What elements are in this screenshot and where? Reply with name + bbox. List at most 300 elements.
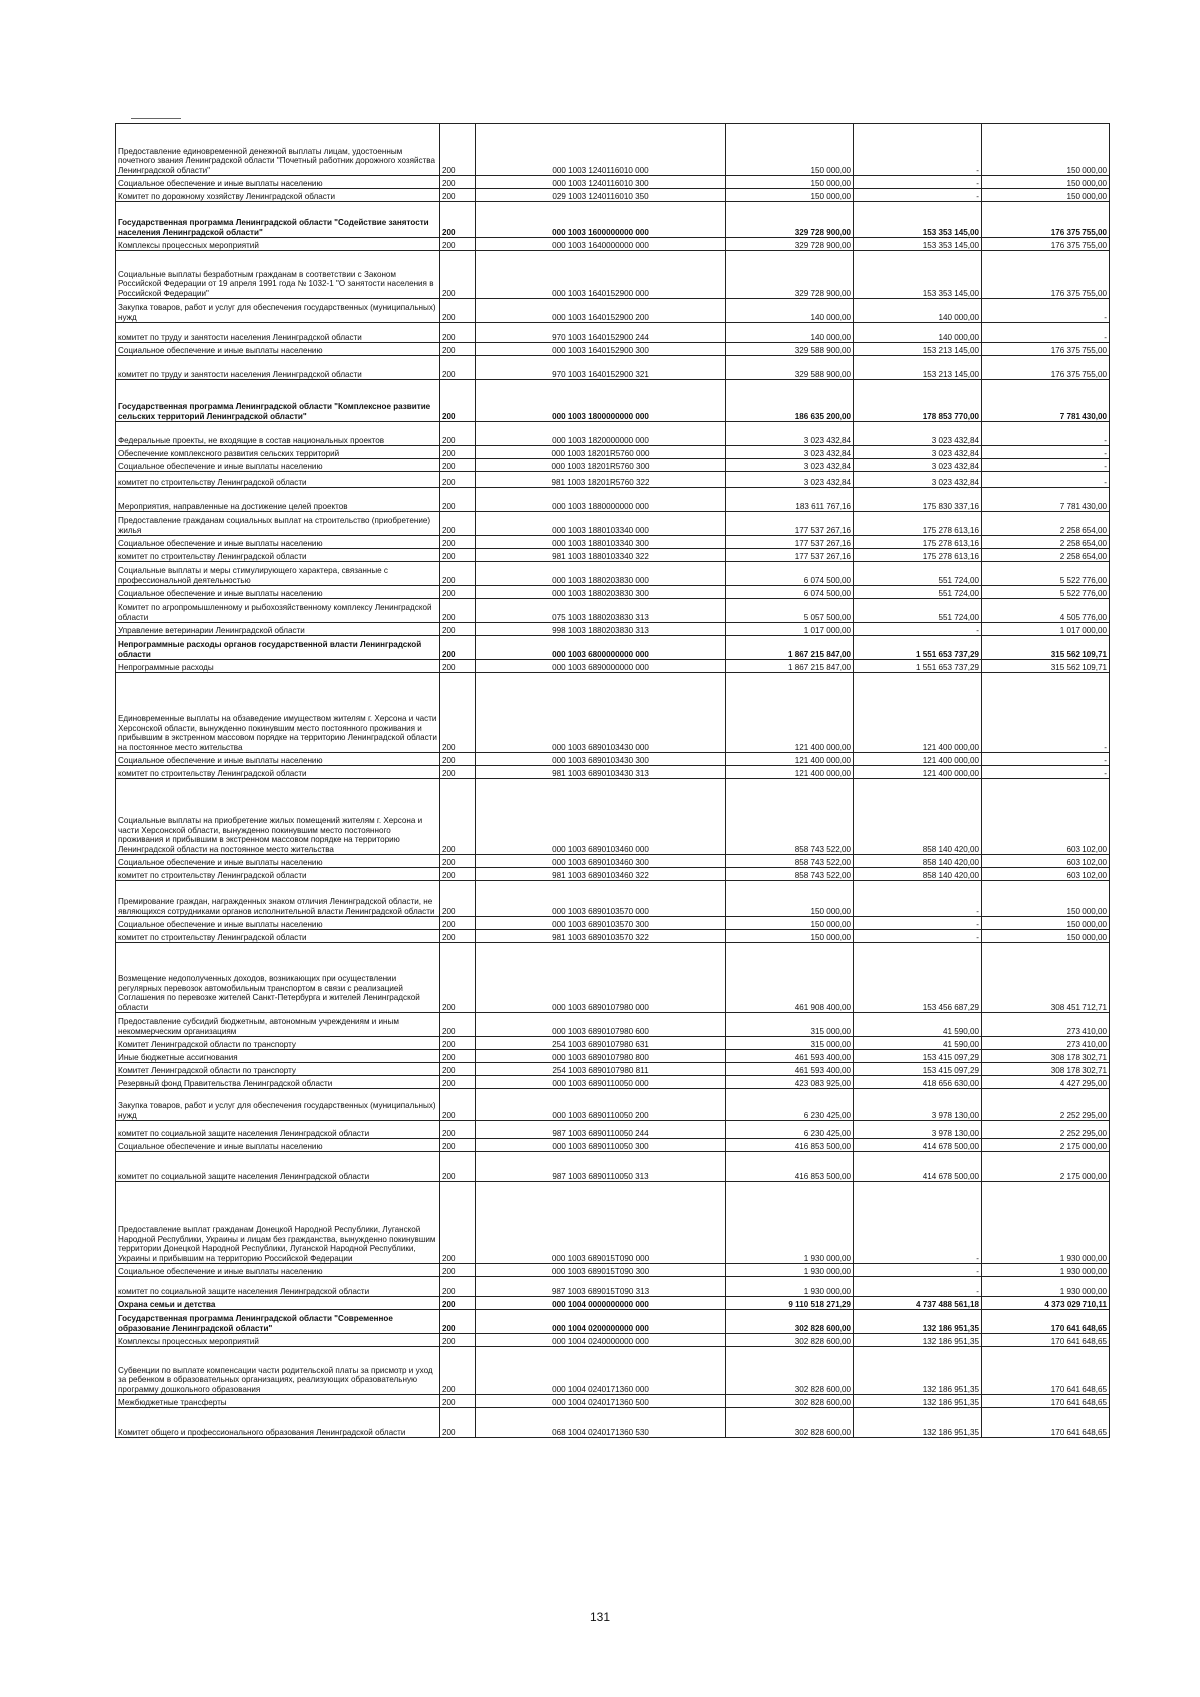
table-row	[116, 753, 1110, 766]
row-column-code: 200	[440, 1037, 476, 1050]
row-budget-code: 000 1003 1820000000 000	[476, 422, 726, 446]
table-row	[116, 1050, 1110, 1063]
row-amount-unexecuted: 308 451 712,71	[982, 943, 1110, 1013]
row-budget-code: 254 1003 6890107980 631	[476, 1037, 726, 1050]
row-name: комитет по труду и занятости населения Ленинградской области	[116, 323, 440, 343]
row-column-code: 200	[440, 930, 476, 943]
row-amount-executed: 132 186 951,35	[854, 1347, 982, 1395]
row-name: Управление ветеринарии Ленинградской области	[116, 623, 440, 636]
row-amount-approved: 315 000,00	[726, 1013, 854, 1037]
row-column-code: 200	[440, 1152, 476, 1182]
table-row	[116, 673, 1110, 753]
row-column-code: 200	[440, 1076, 476, 1089]
row-amount-unexecuted: 5 522 776,00	[982, 586, 1110, 599]
row-name: Государственная программа Ленинградской области "Содействие занятости населения Ленинградской области"	[116, 202, 440, 238]
row-amount-unexecuted: 315 562 109,71	[982, 636, 1110, 660]
row-name: комитет по строительству Ленинградской области	[116, 766, 440, 779]
row-budget-code: 000 1003 689015Т090 000	[476, 1182, 726, 1264]
row-amount-unexecuted: 273 410,00	[982, 1037, 1110, 1050]
row-amount-approved: 1 867 215 847,00	[726, 636, 854, 660]
table-row	[116, 1182, 1110, 1264]
row-amount-executed: 3 978 130,00	[854, 1089, 982, 1121]
row-amount-executed: 140 000,00	[854, 323, 982, 343]
table-row	[116, 1089, 1110, 1121]
row-amount-executed: 132 186 951,35	[854, 1310, 982, 1334]
row-amount-approved: 3 023 432,84	[726, 422, 854, 446]
row-amount-unexecuted: 4 427 295,00	[982, 1076, 1110, 1089]
row-budget-code: 000 1003 1640152900 300	[476, 343, 726, 356]
row-name: Социальное обеспечение и иные выплаты населению	[116, 459, 440, 472]
row-amount-unexecuted: 603 102,00	[982, 779, 1110, 855]
row-name: комитет по строительству Ленинградской области	[116, 472, 440, 488]
row-column-code: 200	[440, 943, 476, 1013]
row-column-code: 200	[440, 660, 476, 673]
row-name: Премирование граждан, награжденных знаком отличия Ленинградской области, не являющихся сотрудниками органов исполнительной власти Ленинградской области	[116, 881, 440, 917]
row-amount-approved: 140 000,00	[726, 323, 854, 343]
row-budget-code: 000 1003 6890107980 600	[476, 1013, 726, 1037]
row-column-code: 200	[440, 753, 476, 766]
row-amount-approved: 329 728 900,00	[726, 238, 854, 251]
row-column-code: 200	[440, 251, 476, 299]
row-amount-executed: 153 456 687,29	[854, 943, 982, 1013]
row-amount-unexecuted: 150 000,00	[982, 189, 1110, 202]
row-name: Предоставление субсидий бюджетным, автономным учреждениям и иным некоммерческим организациям	[116, 1013, 440, 1037]
row-amount-approved: 3 023 432,84	[726, 446, 854, 459]
row-budget-code: 981 1003 18201R5760 322	[476, 472, 726, 488]
row-name: Социальное обеспечение и иные выплаты населению	[116, 855, 440, 868]
row-column-code: 200	[440, 1264, 476, 1277]
row-name: Социальное обеспечение и иные выплаты населению	[116, 176, 440, 189]
row-budget-code: 000 1003 6890110050 300	[476, 1139, 726, 1152]
row-amount-unexecuted: 170 641 648,65	[982, 1395, 1110, 1408]
row-amount-unexecuted: -	[982, 446, 1110, 459]
row-amount-unexecuted: 170 641 648,65	[982, 1334, 1110, 1347]
row-name: комитет по строительству Ленинградской области	[116, 549, 440, 562]
row-column-code: 200	[440, 766, 476, 779]
row-name: Закупка товаров, работ и услуг для обеспечения государственных (муниципальных) нужд	[116, 1089, 440, 1121]
row-name: комитет по социальной защите населения Ленинградской области	[116, 1121, 440, 1139]
row-name: Закупка товаров, работ и услуг для обеспечения государственных (муниципальных) нужд	[116, 299, 440, 323]
row-amount-approved: 6 074 500,00	[726, 562, 854, 586]
row-amount-executed: 1 551 653 737,29	[854, 660, 982, 673]
row-budget-code: 000 1003 6890107980 000	[476, 943, 726, 1013]
row-amount-executed: -	[854, 881, 982, 917]
row-column-code: 200	[440, 323, 476, 343]
row-budget-code: 000 1004 0000000000 000	[476, 1297, 726, 1310]
row-name: Социальное обеспечение и иные выплаты населению	[116, 753, 440, 766]
row-budget-code: 970 1003 1640152900 321	[476, 356, 726, 380]
row-column-code: 200	[440, 356, 476, 380]
row-amount-approved: 6 074 500,00	[726, 586, 854, 599]
row-amount-unexecuted: 603 102,00	[982, 855, 1110, 868]
table-row	[116, 1297, 1110, 1310]
row-amount-approved: 329 588 900,00	[726, 343, 854, 356]
row-amount-unexecuted: 4 505 776,00	[982, 599, 1110, 623]
row-amount-executed: 4 737 488 561,18	[854, 1297, 982, 1310]
table-row	[116, 1277, 1110, 1297]
row-budget-code: 000 1003 1880203830 300	[476, 586, 726, 599]
row-amount-executed: 418 656 630,00	[854, 1076, 982, 1089]
row-amount-unexecuted: 315 562 109,71	[982, 660, 1110, 673]
row-amount-unexecuted: 170 641 648,65	[982, 1347, 1110, 1395]
row-column-code: 200	[440, 1310, 476, 1334]
row-amount-approved: 140 000,00	[726, 299, 854, 323]
row-amount-executed: -	[854, 124, 982, 176]
row-amount-unexecuted: 5 522 776,00	[982, 562, 1110, 586]
row-column-code: 200	[440, 299, 476, 323]
row-amount-unexecuted: 1 930 000,00	[982, 1277, 1110, 1297]
row-amount-executed: 41 590,00	[854, 1013, 982, 1037]
row-amount-unexecuted: 2 258 654,00	[982, 549, 1110, 562]
row-amount-unexecuted: 150 000,00	[982, 930, 1110, 943]
row-amount-approved: 5 057 500,00	[726, 599, 854, 623]
row-name: Непрограммные расходы	[116, 660, 440, 673]
row-budget-code: 987 1003 689015Т090 313	[476, 1277, 726, 1297]
row-column-code: 200	[440, 549, 476, 562]
row-amount-executed: 153 415 097,29	[854, 1050, 982, 1063]
row-amount-approved: 177 537 267,16	[726, 549, 854, 562]
row-amount-unexecuted: 176 375 755,00	[982, 343, 1110, 356]
table-row	[116, 766, 1110, 779]
row-amount-executed: 3 023 432,84	[854, 459, 982, 472]
row-name: Субвенции по выплате компенсации части родительской платы за присмотр и уход за ребенком в образовательных организациях, реализующих образовательную программу дошкольного образования	[116, 1347, 440, 1395]
row-name: комитет по социальной защите населения Ленинградской области	[116, 1277, 440, 1297]
row-amount-approved: 461 593 400,00	[726, 1050, 854, 1063]
table-row	[116, 422, 1110, 446]
row-amount-executed: 121 400 000,00	[854, 673, 982, 753]
table-row	[116, 251, 1110, 299]
row-amount-approved: 150 000,00	[726, 930, 854, 943]
table-row	[116, 189, 1110, 202]
row-name: Межбюджетные трансферты	[116, 1395, 440, 1408]
row-budget-code: 000 1003 1240116010 000	[476, 124, 726, 176]
row-amount-unexecuted: 150 000,00	[982, 917, 1110, 930]
row-budget-code: 000 1003 1640000000 000	[476, 238, 726, 251]
row-amount-approved: 329 588 900,00	[726, 356, 854, 380]
row-column-code: 200	[440, 1277, 476, 1297]
row-budget-code: 000 1003 6890110050 200	[476, 1089, 726, 1121]
row-amount-executed: 140 000,00	[854, 299, 982, 323]
row-amount-unexecuted: -	[982, 323, 1110, 343]
row-column-code: 200	[440, 1297, 476, 1310]
row-column-code: 200	[440, 176, 476, 189]
table-row	[116, 917, 1110, 930]
row-amount-unexecuted: -	[982, 422, 1110, 446]
table-row	[116, 1408, 1110, 1438]
table-row	[116, 636, 1110, 660]
table-row	[116, 1037, 1110, 1050]
table-row	[116, 868, 1110, 881]
row-budget-code: 000 1003 6890103570 000	[476, 881, 726, 917]
table-row	[116, 881, 1110, 917]
row-budget-code: 981 1003 6890103430 313	[476, 766, 726, 779]
row-name: Иные бюджетные ассигнования	[116, 1050, 440, 1063]
row-amount-unexecuted: 176 375 755,00	[982, 202, 1110, 238]
table-row	[116, 1076, 1110, 1089]
table-row	[116, 1152, 1110, 1182]
row-column-code: 200	[440, 472, 476, 488]
row-column-code: 200	[440, 1408, 476, 1438]
row-budget-code: 981 1003 6890103570 322	[476, 930, 726, 943]
row-budget-code: 000 1003 1880103340 000	[476, 512, 726, 536]
row-name: Предоставление гражданам социальных выплат на строительство (приобретение) жилья	[116, 512, 440, 536]
row-amount-executed: 1 551 653 737,29	[854, 636, 982, 660]
row-amount-approved: 6 230 425,00	[726, 1121, 854, 1139]
row-budget-code: 000 1003 6890103430 300	[476, 753, 726, 766]
row-column-code: 200	[440, 124, 476, 176]
row-amount-executed: 3 023 432,84	[854, 422, 982, 446]
row-column-code: 200	[440, 380, 476, 422]
row-amount-approved: 302 828 600,00	[726, 1408, 854, 1438]
row-amount-unexecuted: 2 175 000,00	[982, 1139, 1110, 1152]
row-budget-code: 000 1003 1880000000 000	[476, 488, 726, 512]
row-amount-executed: -	[854, 930, 982, 943]
row-name: комитет по социальной защите населения Ленинградской области	[116, 1152, 440, 1182]
row-amount-executed: 3 023 432,84	[854, 472, 982, 488]
row-amount-approved: 302 828 600,00	[726, 1347, 854, 1395]
row-name: Комитет Ленинградской области по транспорту	[116, 1037, 440, 1050]
row-budget-code: 000 1003 1800000000 000	[476, 380, 726, 422]
row-amount-executed: 121 400 000,00	[854, 753, 982, 766]
row-column-code: 200	[440, 536, 476, 549]
row-amount-executed: 132 186 951,35	[854, 1395, 982, 1408]
row-column-code: 200	[440, 868, 476, 881]
row-budget-code: 000 1003 6890000000 000	[476, 660, 726, 673]
row-amount-executed: 41 590,00	[854, 1037, 982, 1050]
row-column-code: 200	[440, 1334, 476, 1347]
row-name: Социальные выплаты безработным гражданам в соответствии с Законом Российской Федерации от 19 апреля 1991 года № 1032-1 "О занятости населения в Российской Федерации"	[116, 251, 440, 299]
row-column-code: 200	[440, 623, 476, 636]
row-amount-unexecuted: 7 781 430,00	[982, 488, 1110, 512]
row-name: Единовременные выплаты на обзаведение имуществом жителям г. Херсона и части Херсонской области, вынужденно покинувшим место постоянного проживания и прибывшим в экстренном массовом порядке на территорию Ленинградской области на постоянное место жительства	[116, 673, 440, 753]
row-name: Социальные выплаты на приобретение жилых помещений жителям г. Херсона и части Херсонской области, вынужденно покинувшим место постоянного проживания и прибывшим в экстренном массовом порядке на территорию Ленинградской области на постоянное место жительства	[116, 779, 440, 855]
table-row	[116, 779, 1110, 855]
row-name: Федеральные проекты, не входящие в состав национальных проектов	[116, 422, 440, 446]
table-row	[116, 512, 1110, 536]
row-amount-executed: 132 186 951,35	[854, 1408, 982, 1438]
row-amount-executed: 175 278 613,16	[854, 512, 982, 536]
row-budget-code: 000 1003 6890103430 000	[476, 673, 726, 753]
row-name: Обеспечение комплексного развития сельских территорий	[116, 446, 440, 459]
row-amount-executed: 3 978 130,00	[854, 1121, 982, 1139]
row-column-code: 200	[440, 562, 476, 586]
row-amount-unexecuted: -	[982, 673, 1110, 753]
row-budget-code: 998 1003 1880203830 313	[476, 623, 726, 636]
row-amount-unexecuted: 4 373 029 710,11	[982, 1297, 1110, 1310]
row-amount-unexecuted: 170 641 648,65	[982, 1310, 1110, 1334]
table-row	[116, 1395, 1110, 1408]
table-row	[116, 202, 1110, 238]
row-column-code: 200	[440, 1182, 476, 1264]
row-amount-unexecuted: 2 258 654,00	[982, 512, 1110, 536]
row-name: Комитет общего и профессионального образования Ленинградской области	[116, 1408, 440, 1438]
row-amount-approved: 6 230 425,00	[726, 1089, 854, 1121]
row-amount-unexecuted: 308 178 302,71	[982, 1050, 1110, 1063]
row-amount-approved: 858 743 522,00	[726, 779, 854, 855]
row-column-code: 200	[440, 1013, 476, 1037]
row-column-code: 200	[440, 459, 476, 472]
table-row	[116, 459, 1110, 472]
row-column-code: 200	[440, 422, 476, 446]
row-amount-executed: 858 140 420,00	[854, 868, 982, 881]
table-row	[116, 446, 1110, 459]
row-amount-executed: -	[854, 623, 982, 636]
table-row	[116, 299, 1110, 323]
row-amount-approved: 150 000,00	[726, 176, 854, 189]
row-amount-executed: 153 415 097,29	[854, 1063, 982, 1076]
row-amount-approved: 315 000,00	[726, 1037, 854, 1050]
row-amount-approved: 1 867 215 847,00	[726, 660, 854, 673]
row-budget-code: 000 1003 689015Т090 300	[476, 1264, 726, 1277]
row-amount-unexecuted: 2 175 000,00	[982, 1152, 1110, 1182]
row-amount-unexecuted: -	[982, 459, 1110, 472]
row-amount-approved: 302 828 600,00	[726, 1310, 854, 1334]
row-amount-approved: 1 930 000,00	[726, 1182, 854, 1264]
table-row	[116, 536, 1110, 549]
row-amount-approved: 1 930 000,00	[726, 1264, 854, 1277]
row-amount-approved: 121 400 000,00	[726, 673, 854, 753]
row-name: Непрограммные расходы органов государственной власти Ленинградской области	[116, 636, 440, 660]
row-budget-code: 000 1003 1600000000 000	[476, 202, 726, 238]
row-name: Социальное обеспечение и иные выплаты населению	[116, 1139, 440, 1152]
row-budget-code: 000 1003 1640152900 000	[476, 251, 726, 299]
row-amount-executed: 121 400 000,00	[854, 766, 982, 779]
table-row	[116, 472, 1110, 488]
table-row	[116, 1347, 1110, 1395]
row-amount-approved: 416 853 500,00	[726, 1152, 854, 1182]
row-column-code: 200	[440, 599, 476, 623]
row-name: Предоставление выплат гражданам Донецкой Народной Республики, Луганской Народной Республики, Украины и лицам без гражданства, вынужденно покинувшим территории Донецкой Народной Республики, Луганской Народной Республики, Украины и прибывшим на территорию Российской Федерации	[116, 1182, 440, 1264]
row-budget-code: 068 1004 0240171360 530	[476, 1408, 726, 1438]
row-amount-executed: 175 278 613,16	[854, 549, 982, 562]
row-budget-code: 000 1003 18201R5760 000	[476, 446, 726, 459]
row-column-code: 200	[440, 202, 476, 238]
row-amount-executed: 551 724,00	[854, 599, 982, 623]
row-budget-code: 987 1003 6890110050 244	[476, 1121, 726, 1139]
row-name: Возмещение недополученных доходов, возникающих при осуществлении регулярных перевозок автомобильным транспортом в связи с реализацией Соглашения по перевозке жителей Санкт-Петербурга и жителей Ленинградской области	[116, 943, 440, 1013]
row-amount-executed: -	[854, 1182, 982, 1264]
budget-table-body	[116, 124, 1110, 1438]
table-row	[116, 855, 1110, 868]
row-amount-unexecuted: -	[982, 753, 1110, 766]
row-amount-executed: 153 213 145,00	[854, 356, 982, 380]
row-name: Охрана семьи и детства	[116, 1297, 440, 1310]
row-amount-executed: 153 353 145,00	[854, 238, 982, 251]
row-amount-executed: 551 724,00	[854, 562, 982, 586]
row-amount-approved: 3 023 432,84	[726, 472, 854, 488]
row-name: Социальное обеспечение и иные выплаты населению	[116, 1264, 440, 1277]
row-column-code: 200	[440, 1347, 476, 1395]
table-row	[116, 930, 1110, 943]
table-row	[116, 356, 1110, 380]
row-amount-unexecuted: 1 930 000,00	[982, 1264, 1110, 1277]
row-amount-unexecuted: 308 178 302,71	[982, 1063, 1110, 1076]
row-name: Социальное обеспечение и иные выплаты населению	[116, 917, 440, 930]
row-name: комитет по строительству Ленинградской области	[116, 930, 440, 943]
page-number: 131	[589, 1610, 611, 1624]
row-column-code: 200	[440, 779, 476, 855]
row-budget-code: 000 1004 0200000000 000	[476, 1310, 726, 1334]
row-amount-approved: 121 400 000,00	[726, 766, 854, 779]
row-amount-executed: 153 353 145,00	[854, 251, 982, 299]
row-budget-code: 000 1003 1240116010 300	[476, 176, 726, 189]
row-amount-unexecuted: 150 000,00	[982, 176, 1110, 189]
row-name: Резервный фонд Правительства Ленинградской области	[116, 1076, 440, 1089]
row-amount-executed: 551 724,00	[854, 586, 982, 599]
table-row	[116, 623, 1110, 636]
table-row	[116, 1264, 1110, 1277]
row-amount-unexecuted: 170 641 648,65	[982, 1408, 1110, 1438]
row-amount-approved: 121 400 000,00	[726, 753, 854, 766]
table-row	[116, 943, 1110, 1013]
row-name: Социальное обеспечение и иные выплаты населению	[116, 536, 440, 549]
row-name: Комитет по агропромышленному и рыбохозяйственному комплексу Ленинградской области	[116, 599, 440, 623]
table-row	[116, 1063, 1110, 1076]
table-row	[116, 1121, 1110, 1139]
table-row	[116, 1310, 1110, 1334]
row-amount-approved: 150 000,00	[726, 881, 854, 917]
row-amount-unexecuted: 273 410,00	[982, 1013, 1110, 1037]
row-column-code: 200	[440, 855, 476, 868]
table-row	[116, 660, 1110, 673]
row-column-code: 200	[440, 343, 476, 356]
row-budget-code: 000 1003 6890110050 000	[476, 1076, 726, 1089]
row-amount-approved: 1 930 000,00	[726, 1277, 854, 1297]
row-amount-executed: 175 830 337,16	[854, 488, 982, 512]
row-column-code: 200	[440, 512, 476, 536]
row-amount-unexecuted: -	[982, 472, 1110, 488]
table-row	[116, 124, 1110, 176]
row-budget-code: 000 1003 6890103460 000	[476, 779, 726, 855]
row-column-code: 200	[440, 1050, 476, 1063]
row-amount-unexecuted: 2 252 295,00	[982, 1089, 1110, 1121]
row-amount-approved: 416 853 500,00	[726, 1139, 854, 1152]
row-budget-code: 000 1003 6890103460 300	[476, 855, 726, 868]
row-amount-unexecuted: 2 252 295,00	[982, 1121, 1110, 1139]
row-name: Социальное обеспечение и иные выплаты населению	[116, 586, 440, 599]
table-row	[116, 488, 1110, 512]
row-amount-approved: 329 728 900,00	[726, 251, 854, 299]
table-row	[116, 1139, 1110, 1152]
row-column-code: 200	[440, 1089, 476, 1121]
row-name: Комплексы процессных мероприятий	[116, 238, 440, 251]
row-amount-approved: 177 537 267,16	[726, 536, 854, 549]
row-amount-approved: 302 828 600,00	[726, 1395, 854, 1408]
row-amount-executed: -	[854, 189, 982, 202]
row-budget-code: 000 1004 0240171360 500	[476, 1395, 726, 1408]
table-row	[116, 343, 1110, 356]
row-amount-executed: -	[854, 917, 982, 930]
table-row	[116, 238, 1110, 251]
header-rule	[131, 118, 181, 119]
row-column-code: 200	[440, 1395, 476, 1408]
row-column-code: 200	[440, 881, 476, 917]
row-budget-code: 000 1003 1880203830 000	[476, 562, 726, 586]
row-amount-executed: 175 278 613,16	[854, 536, 982, 549]
table-row	[116, 380, 1110, 422]
row-amount-unexecuted: 176 375 755,00	[982, 356, 1110, 380]
row-column-code: 200	[440, 488, 476, 512]
budget-table	[115, 123, 1110, 1438]
row-name: Комитет Ленинградской области по транспорту	[116, 1063, 440, 1076]
table-row	[116, 586, 1110, 599]
row-amount-executed: 414 678 500,00	[854, 1139, 982, 1152]
row-budget-code: 254 1003 6890107980 811	[476, 1063, 726, 1076]
row-column-code: 200	[440, 1139, 476, 1152]
row-amount-unexecuted: 150 000,00	[982, 881, 1110, 917]
row-column-code: 200	[440, 673, 476, 753]
row-name: Предоставление единовременной денежной выплаты лицам, удостоенным почетного звания Ленинградской области "Почетный работник дорожного хозяйства Ленинградской области"	[116, 124, 440, 176]
